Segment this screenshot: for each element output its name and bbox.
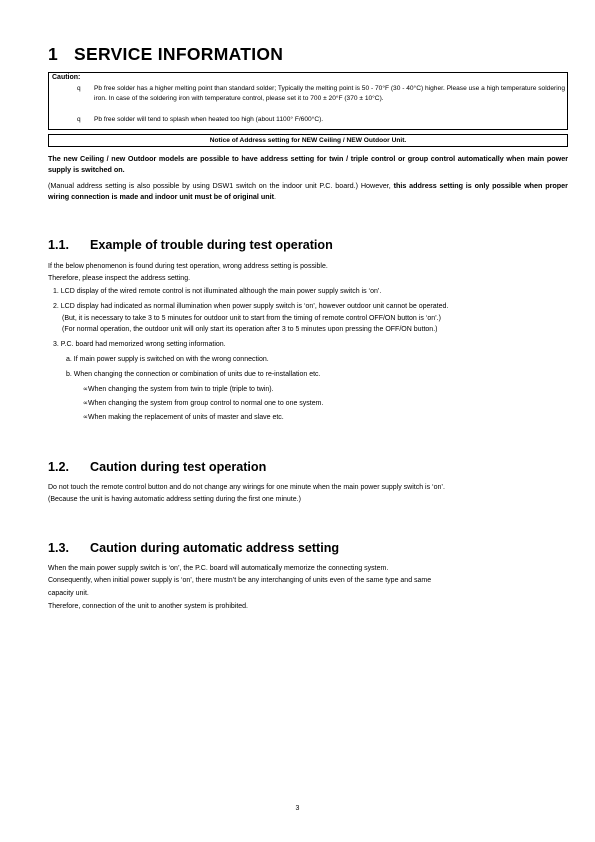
s11-item-2: 2. LCD display had indicated as normal illumination when power supply switch is ‘on’, however outdoor unit cannot be operated. (53, 303, 449, 310)
s11-line-2: Therefore, please inspect the address setting. (48, 275, 191, 282)
section-title-text: SERVICE INFORMATION (74, 44, 284, 64)
subsection-heading-1-2 (48, 460, 266, 474)
caution-label: Caution: (52, 74, 81, 81)
s11-sub-b-bullet-2 (83, 399, 323, 410)
s12-line-2: (Because the unit is having automatic address setting during the first one minute.) (48, 496, 301, 503)
notice-box: Notice of Address setting for NEW Ceiling / NEW Outdoor Unit. (48, 134, 568, 147)
subsection-title: Example of trouble during test operation (90, 238, 333, 252)
s11-sub-b: b. When changing the connection or combination of units due to re-installation etc. (66, 371, 321, 378)
caution-item-2: Pb free solder will tend to splash when heated too high (about 1100° F/600°C). (94, 116, 324, 123)
s11-sub-b-2: When changing the system from group control to normal one to one system. (88, 400, 324, 407)
subsection-number: 1.3. (48, 541, 70, 555)
caution-item-1: Pb free solder has a higher melting point than standard solder; Typically the melting point is 50 - 70°F (30 - 40°C) higher. Please use a high temperature soldering iron. In case of the soldering iron with temperature control, please set it to 700 ± 20°F (370 ± 10°C). (94, 85, 566, 102)
s13-line-3: capacity unit. (48, 590, 89, 597)
bullet-glyph: ∝ (83, 414, 89, 421)
s13-line-1: When the main power supply switch is ‘on’, the P.C. board will automatically memorize the connecting system. (48, 565, 389, 572)
caution-bullet-2: q (77, 116, 81, 123)
subsection-number: 1.2. (48, 460, 70, 474)
subsection-number: 1.1. (48, 238, 70, 252)
intro-paragraph-plain: (Manual address setting is also possible by using DSW1 switch on the indoor unit P.C. board.) However, (48, 181, 394, 190)
s11-sub-b-1: When changing the system from twin to triple (triple to twin). (88, 386, 274, 393)
subsection-heading-1-3 (48, 541, 339, 555)
s13-line-2: Consequently, when initial power supply is ‘on’, there mustn’t be any interchanging of units even of the same type and same (48, 577, 432, 584)
s11-item-2-note-1: (But, it is necessary to take 3 to 5 minutes for outdoor unit to start from the timing of remote control OFF/ON button is ‘on’.) (62, 315, 441, 322)
intro-paragraph-emphasis: this address setting is only possible when proper wiring connection is made and indoor unit must be of original unit (48, 181, 568, 201)
section-title (48, 44, 283, 65)
subsection-title: Caution during automatic address setting (90, 541, 340, 555)
s11-item-2-note-2: (For normal operation, the outdoor unit will only start its operation after 3 to 5 minutes upon pressing the OFF/ON button.) (62, 326, 438, 333)
subsection-heading-1-1 (48, 238, 333, 252)
intro-paragraph-end: . (274, 192, 277, 201)
s11-item-1: 1. LCD display of the wired remote control is not illuminated although the main power supply switch is ‘on’. (53, 288, 382, 295)
intro-paragraph (48, 180, 568, 202)
s11-sub-b-3: When making the replacement of units of master and slave etc. (88, 414, 284, 421)
s11-item-3: 3. P.C. board had memorized wrong setting information. (53, 341, 226, 348)
bullet-glyph: ∝ (83, 400, 89, 407)
s11-sub-b-bullet-3 (83, 413, 284, 424)
s11-sub-b-bullet-1 (83, 385, 274, 396)
intro-paragraph-bold: The new Ceiling / new Outdoor models are possible to have address setting for twin / triple control or group control automatically when main power supply is switched on. (48, 154, 568, 174)
s12-line-1: Do not touch the remote control button and do not change any wirings for one minute when the main power supply switch is ‘on’. (48, 484, 445, 491)
caution-box (48, 72, 568, 130)
s13-line-4: Therefore, connection of the unit to another system is prohibited. (48, 603, 249, 610)
subsection-title: Caution during test operation (90, 460, 267, 474)
section-number: 1 (48, 44, 59, 64)
caution-bullet-1: q (77, 85, 81, 92)
s11-sub-a: a. If main power supply is switched on with the wrong connection. (66, 356, 269, 363)
s11-line-1: If the below phenomenon is found during test operation, wrong address setting is possible. (48, 263, 328, 270)
page-number: 3 (295, 805, 300, 812)
bullet-glyph: ∝ (83, 386, 89, 393)
